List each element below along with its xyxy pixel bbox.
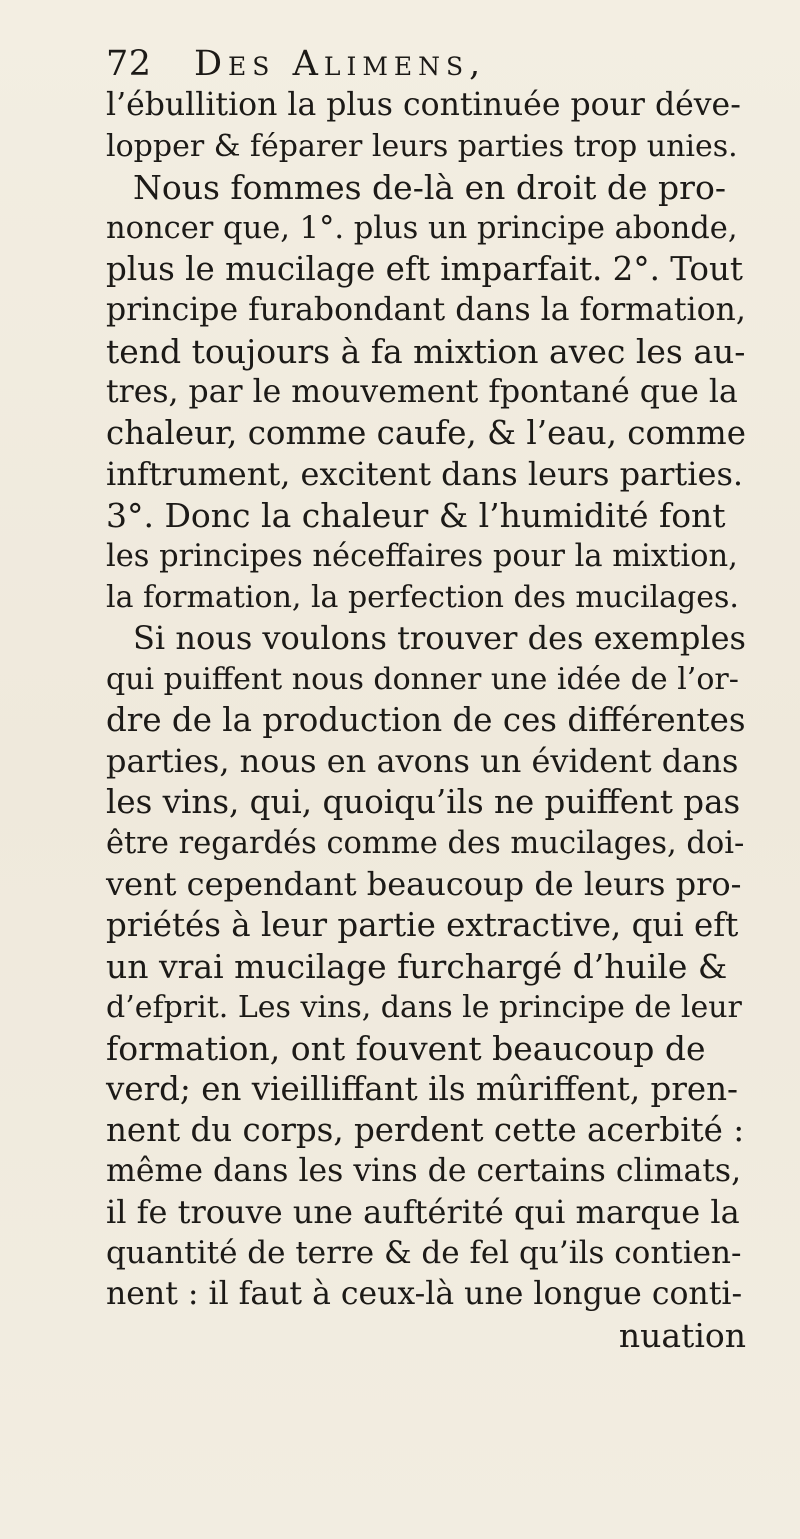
- text-line: qui puiffent nous donner une idée de l’or-: [106, 662, 739, 697]
- text-line: tres, par le mouvement fpontané que la: [106, 374, 738, 410]
- text-line: formation, ont fouvent beaucoup de: [106, 1029, 706, 1068]
- text-line: vent cependant beaucoup de leurs pro-: [106, 865, 742, 903]
- page-number: 72: [106, 44, 152, 84]
- text-line: lopper & féparer leurs parties trop unies.: [106, 129, 738, 164]
- running-title: Des Alimens,: [194, 44, 487, 84]
- text-line: inftrument, excitent dans leurs parties.: [106, 455, 744, 493]
- text-line: nent du corps, perdent cette acerbité :: [106, 1111, 745, 1149]
- text-line: il fe trouve une auftérité qui marque la: [106, 1193, 740, 1231]
- text-line: dre de la production de ces différentes: [106, 701, 746, 739]
- text-line: quantité de terre & de fel qu’ils contien-: [106, 1235, 742, 1271]
- text-line: la formation, la perfection des mucilages.: [106, 580, 739, 615]
- text-line: nent : il faut à ceux-là une longue conti-: [106, 1276, 743, 1312]
- text-line: parties, nous en avons un évident dans: [106, 742, 739, 780]
- text-line: un vrai mucilage furchargé d’huile &: [106, 947, 728, 986]
- body-text: [106, 85, 746, 1356]
- text-line: tend toujours à fa mixtion avec les au-: [106, 332, 746, 371]
- text-line: principe furabondant dans la formation,: [106, 292, 746, 328]
- text-line: 3°. Donc la chaleur & l’humidité font: [106, 496, 726, 535]
- text-line: l’ébullition la plus continuée pour déve-: [106, 87, 741, 123]
- text-line: noncer que, 1°. plus un principe abonde,: [106, 211, 738, 246]
- text-line: d’efprit. Les vins, dans le principe de leur: [106, 990, 742, 1025]
- text-line: verd; en vieilliffant ils mûriffent, pren-: [106, 1070, 739, 1108]
- text-line: chaleur, comme caufe, & l’eau, comme: [106, 414, 746, 452]
- text-line: même dans les vins de certains climats,: [106, 1153, 742, 1189]
- text-line: Nous fommes de-là en droit de pro-: [133, 168, 726, 207]
- catchword: nuation: [618, 1316, 746, 1355]
- text-line: plus le mucilage eft imparfait. 2°. Tout: [106, 250, 743, 288]
- text-line: Si nous voulons trouver des exemples: [133, 619, 746, 657]
- text-line: priétés à leur partie extractive, qui eft: [106, 906, 739, 944]
- text-line: les principes néceffaires pour la mixtion,: [106, 539, 738, 574]
- text-line: les vins, qui, quoiqu’ils ne puiffent pas: [106, 783, 741, 821]
- text-line: être regardés comme des mucilages, doi-: [106, 826, 745, 861]
